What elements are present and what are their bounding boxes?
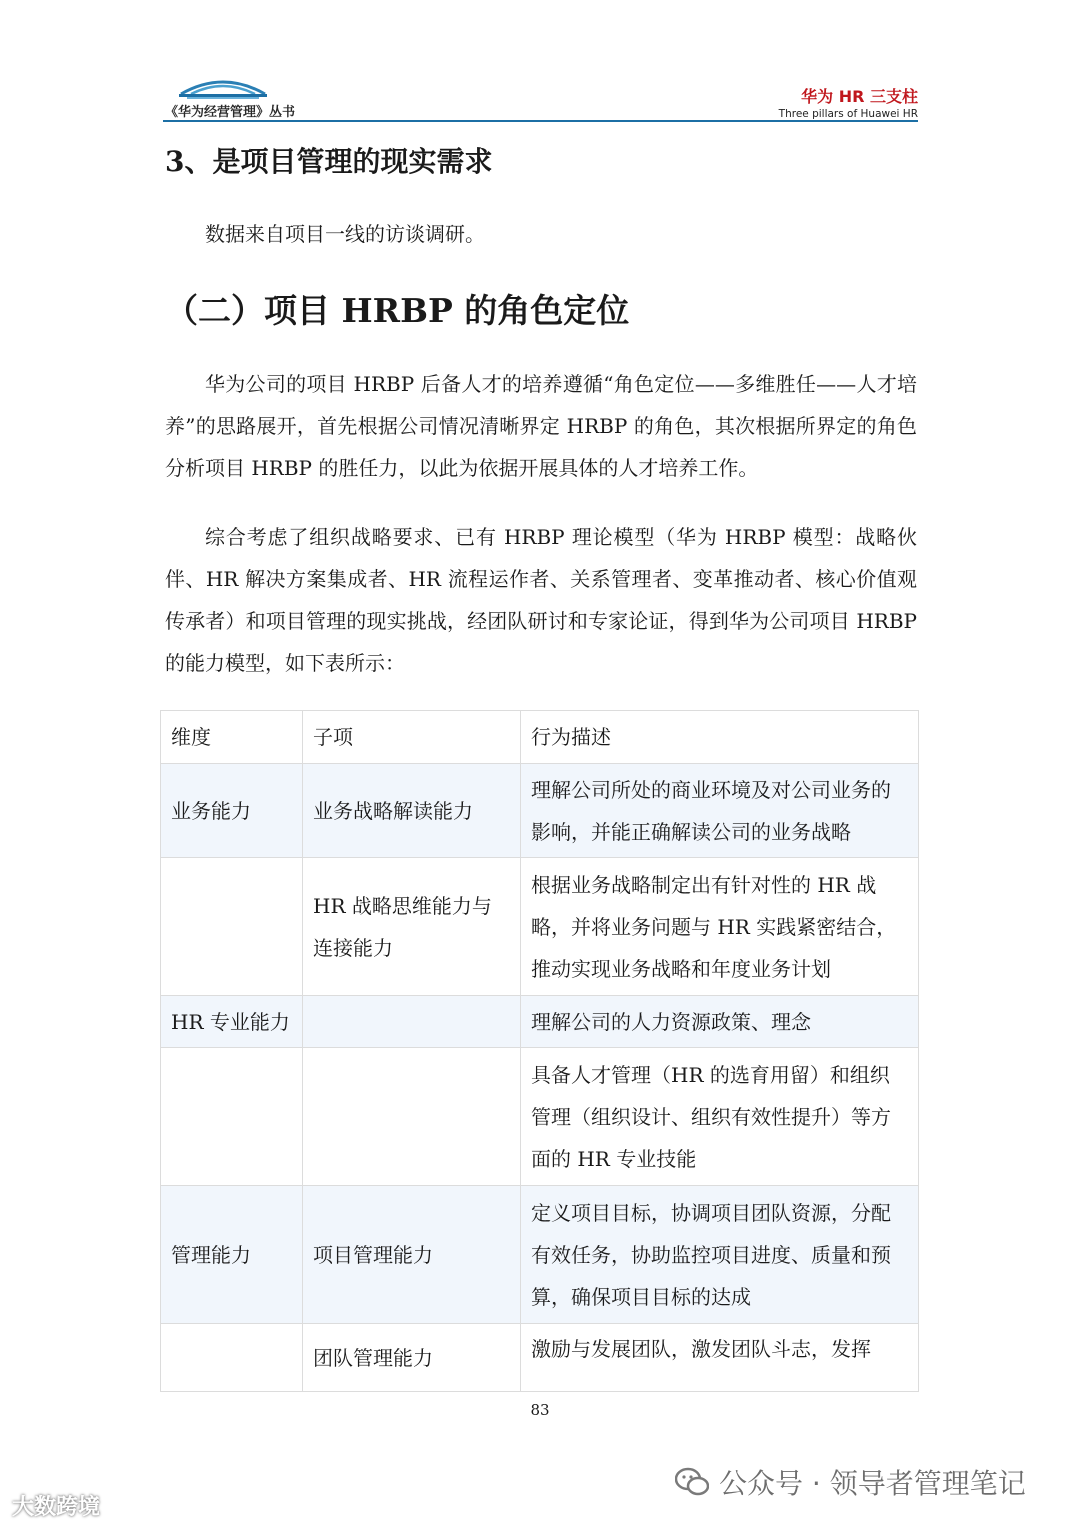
section-3-heading: 3、是项目管理的现实需求 [165, 145, 493, 178]
header-rule [163, 120, 918, 122]
wechat-account-label: 公众号 · 领导者管理笔记 [719, 1467, 1026, 1500]
section-3-text: 数据来自项目一线的访谈调研。 [205, 222, 485, 246]
table-row [161, 1048, 919, 1186]
table-row [161, 996, 919, 1048]
brand-block [779, 84, 918, 120]
brand-title: 华为 HR 三支柱 [801, 87, 918, 106]
page-number: 83 [530, 1401, 550, 1419]
table-cell [161, 1048, 303, 1186]
table-cell: 业务战略解读能力 [303, 764, 521, 858]
table-cell: 具备人才管理（HR 的选育用留）和组织管理（组织设计、组织有效性提升）等方面的 HR 专业技能 [521, 1048, 919, 1186]
brand-subtitle: Three pillars of Huawei HR [778, 108, 918, 120]
table-cell: 业务能力 [161, 764, 303, 858]
table-cell [303, 996, 521, 1048]
table-cell: 根据业务战略制定出有针对性的 HR 战略，并将业务问题与 HR 实践紧密结合，推动实现业务战略和年度业务计划 [521, 858, 919, 996]
table-cell [303, 1048, 521, 1186]
table-header-cell: 行为描述 [521, 711, 919, 764]
wechat-icon [675, 1467, 709, 1497]
table-cell: HR 专业能力 [161, 996, 303, 1048]
table-row [161, 1186, 919, 1324]
table-cell: 管理能力 [161, 1186, 303, 1324]
table-cell: 激励与发展团队，激发团队斗志，发挥 [521, 1324, 919, 1392]
table-cell [161, 858, 303, 996]
table-cell: 理解公司所处的商业环境及对公司业务的影响，并能正确解读公司的业务战略 [521, 764, 919, 858]
page-header [163, 70, 918, 124]
book-series-label: 《华为经营管理》丛书 [165, 105, 296, 120]
competency-table [160, 710, 919, 1392]
building-logo-icon [173, 74, 273, 102]
section-2-heading: （二）项目 HRBP 的角色定位 [165, 291, 630, 330]
paragraph-1: 华为公司的项目 HRBP 后备人才的培养遵循“角色定位——多维胜任——人才培养”的思路展开，首先根据公司情况清晰界定 HRBP 的角色，其次根据所界定的角色分析项目 HRBP 的胜任力，以此为依据开展具体的人才培养工作。 [165, 372, 917, 480]
table-cell: 团队管理能力 [303, 1324, 521, 1392]
table-cell: 定义项目目标，协调项目团队资源，分配有效任务，协助监控项目进度、质量和预算，确保项目目标的达成 [521, 1186, 919, 1324]
table-cell: 项目管理能力 [303, 1186, 521, 1324]
table-header-cell: 维度 [161, 711, 303, 764]
table-row [161, 764, 919, 858]
table-row [161, 1324, 919, 1392]
paragraph-2: 综合考虑了组织战略要求、已有 HRBP 理论模型（华为 HRBP 模型：战略伙伴、HR 解决方案集成者、HR 流程运作者、关系管理者、变革推动者、核心价值观传承者）和项目管理的现实挑战，经团队研讨和专家论证，得到华为公司项目 HRBP 的能力模型，如下表所示： [165, 525, 917, 675]
table-header-row [161, 711, 919, 764]
table-cell: HR 战略思维能力与连接能力 [303, 858, 521, 996]
table-row [161, 858, 919, 996]
site-watermark: 大数跨境 [12, 1495, 101, 1520]
wechat-watermark [675, 1462, 1026, 1502]
table-header-cell: 子项 [303, 711, 521, 764]
table-cell [161, 1324, 303, 1392]
table-cell: 理解公司的人力资源政策、理念 [521, 996, 919, 1048]
